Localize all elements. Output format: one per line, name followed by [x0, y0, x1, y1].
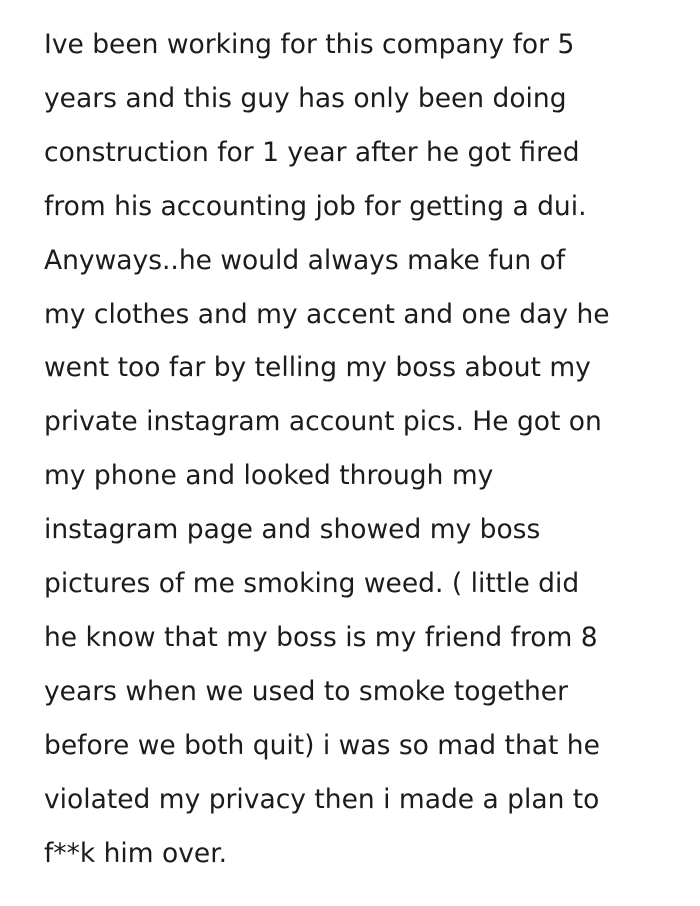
story-line: he know that my boss is my friend from 8 — [44, 621, 598, 653]
story-line: Ive been working for this company for 5 — [44, 29, 575, 60]
story-line: pictures of me smoking weed. ( little did — [44, 568, 580, 600]
story-line: before we both quit) i was so mad that he — [44, 729, 600, 761]
story-line: construction for 1 year after he got fired — [44, 136, 580, 168]
story-line: my clothes and my accent and one day he — [44, 298, 610, 330]
story-line: years when we used to smoke together — [44, 675, 568, 707]
story-line: my phone and looked through my — [44, 460, 494, 492]
story-line: went too far by telling my boss about my — [44, 352, 591, 384]
story-line: f**k him over. — [44, 837, 228, 869]
story-line: from his accounting job for getting a dui. — [44, 190, 587, 222]
story-line: violated my privacy then i made a plan to — [44, 783, 600, 815]
story-text — [44, 18, 684, 881]
story-line: instagram page and showed my boss — [44, 514, 541, 546]
story-line: years and this guy has only been doing — [44, 82, 567, 114]
story-line: private instagram account pics. He got on — [44, 406, 602, 438]
story-line: Anyways..he would always make fun of — [44, 244, 566, 276]
